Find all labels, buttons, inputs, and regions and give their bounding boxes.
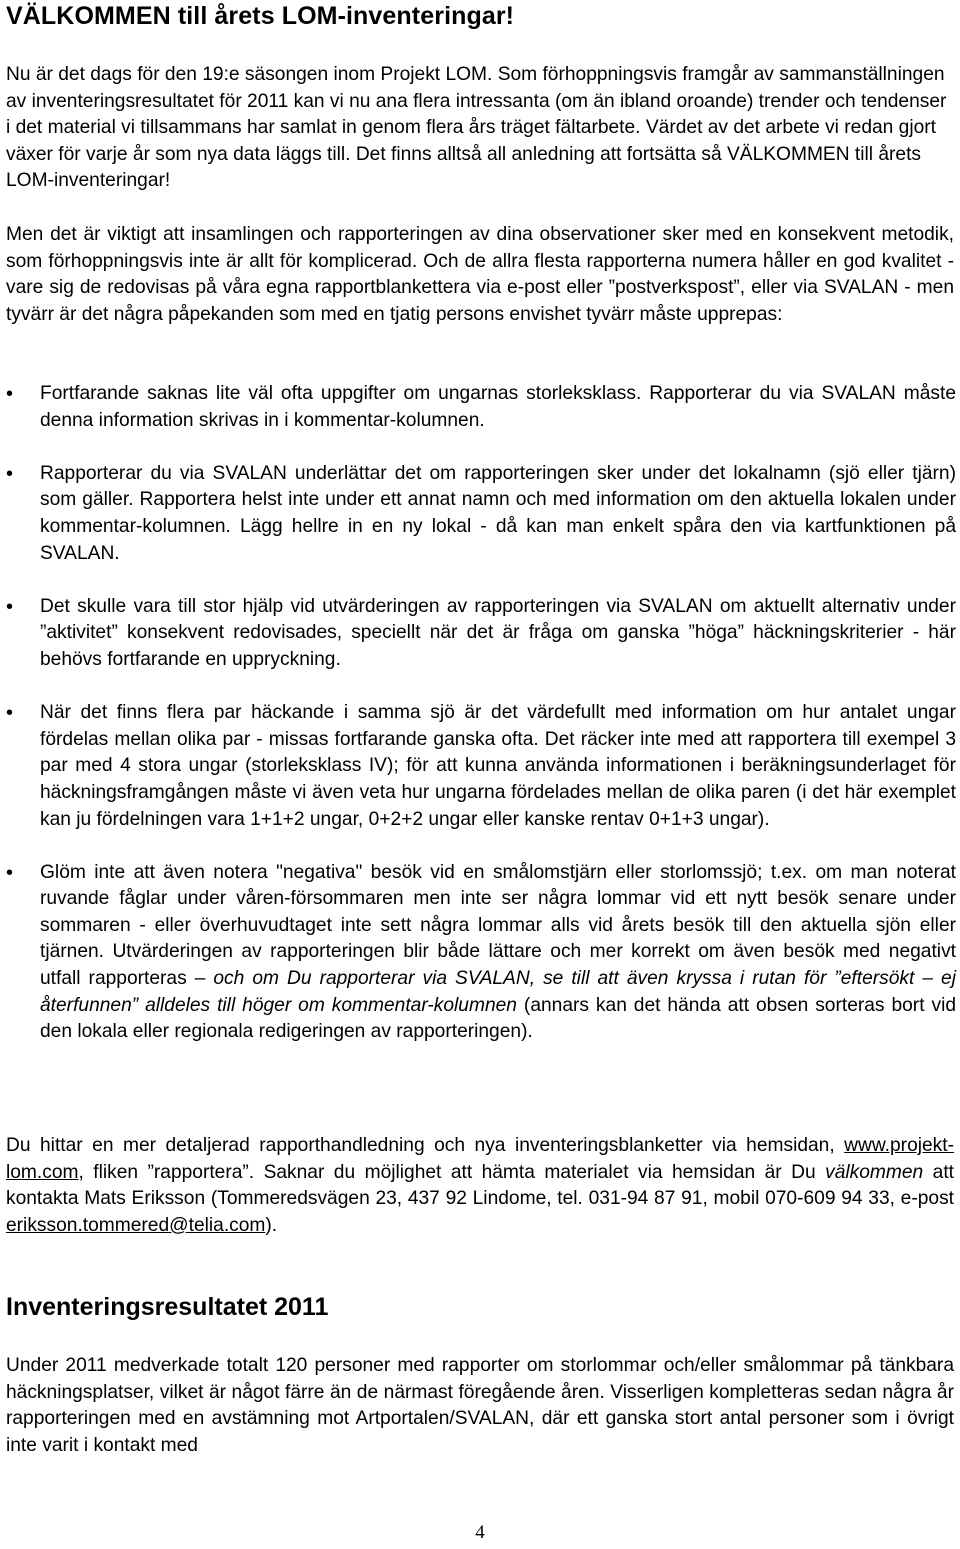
list-item-text-end: (annars kan det hända att obsen sorteras bort vid den lokala eller regionala redigeringen av rapporteringen). [40, 994, 957, 1043]
list-item-text: Glöm inte att även notera "negativa" besök vid en smålomstjärn eller storlomssjö; t.ex. om man noterat ruvande fåglar under våren-försommaren men inte ser några lommar vid ett nytt besök senare under sommaren - eller överhuvudtaget inte sett några lommar alls vid årets besök till den aktuella sjön eller tjärnen. Utvärderingen av rapporteringen blir både lättare och mer korrekt om även besök med negativt utfall rapporteras – [40, 861, 956, 990]
list-item [6, 381, 956, 434]
contact-text-2: , fliken ”rapportera”. Saknar du möjlighet att hämta materialet via hemsidan är Du [78, 1161, 826, 1183]
bullet-glyph: • [6, 861, 14, 884]
bullet-glyph: • [6, 383, 14, 405]
contact-welcome: välkommen [825, 1161, 924, 1183]
list-item-text: Fortfarande saknas lite väl ofta uppgifter om ungarnas storleksklass. Rapporterar du via SVALAN måste denna information skrivas in i kommentar-kolumnen. [40, 383, 956, 431]
contact-text-3: att kontakta Mats Eriksson (Tommeredsvägen 23, 437 92 Lindome, tel. 031-94 87 91, mobil 070-609 94 33, e-post [6, 1161, 954, 1210]
method-paragraph: Men det är viktigt att insamlingen och rapporteringen av dina observationer sker med en konsekvent metodik, som förhoppningsvis inte är allt för komplicerad. Och de allra flesta rapporterna numera håller en god kvalitet - vare sig de redovisas på våra egna rapportblankettera via e-post eller ”postverkspost”, eller via SVALAN - men tyvärr är det några påpekanden som med en tjatig persons envishet tyvärr måste upprepas: [6, 224, 954, 325]
intro-sentence-1: Nu är det dags för den 19:e säsongen inom Projekt LOM. Som förhoppningsvis framgår av sammanställningen av inventeringsresultatet för 2011 kan vi nu ana flera intressanta (om än ibland oroande) trender och tendenser i det material vi tillsammans har samlat in genom flera års träget fältarbete. [6, 64, 947, 139]
reminder-list [6, 381, 956, 1072]
intro-sentence-2: Värdet av det arbete vi redan gjort växer för varje år som nya data läggs till. [6, 117, 936, 165]
intro-sentence-3: Det finns alltså all anledning att fortsätta så VÄLKOMMEN till årets LOM-inventeringar! [6, 143, 922, 192]
contact-text-4: ). [265, 1214, 278, 1236]
email-link[interactable]: eriksson.tommered@telia.com [6, 1214, 266, 1236]
contact-text-1: Du hittar en mer detaljerad rapporthandledning och nya inventeringsblanketter via hemsidan, [6, 1135, 845, 1156]
intro-paragraph [6, 62, 954, 195]
contact-paragraph [6, 1133, 954, 1239]
results-paragraph: Under 2011 medverkade totalt 120 personer med rapporter om storlommar och/eller smålommar på tänkbara häckningsplatser, vilket är något färre än de närmast föregående åren. Visserligen kompletteras sedan några år rapporteringen med en avstämning mot Artportalen/SVALAN, där ett ganska stort antal personer som i övrigt inte varit i kontakt med [6, 1355, 954, 1456]
section-heading: Inventeringsresultatet 2011 [6, 1293, 329, 1321]
list-item [6, 700, 956, 833]
list-item [6, 860, 956, 1046]
bullet-glyph: • [6, 702, 14, 725]
bullet-glyph: • [6, 462, 14, 485]
list-item-text: Det skulle vara till stor hjälp vid utvärderingen av rapporteringen via SVALAN om aktuellt alternativ under ”aktivitet” konsekvent redovisades, speciellt när det är fråga om ganska ”höga” häckningskriterier - här behövs fortfarande en uppryckning. [40, 595, 956, 670]
website-link[interactable]: www.projekt-lom.com [6, 1135, 954, 1183]
page-number: 4 [475, 1522, 485, 1543]
page-title: VÄLKOMMEN till årets LOM-inventeringar! [6, 2, 515, 30]
bullet-glyph: • [6, 595, 14, 618]
list-item [6, 461, 956, 567]
list-item-text: Rapporterar du via SVALAN underlättar det om rapporteringen sker under det lokalnamn (sjö eller tjärn) som gäller. Rapportera helst inte under ett annat namn och med information om den aktuella lokalen under kommentar-kolumnen. Lägg hellre in en ny lokal - då kan man enkelt spåra den via kartfunktionen på SVALAN. [40, 462, 956, 564]
list-item-text: När det finns flera par häckande i samma sjö är det värdefullt med information om hur antalet ungar fördelas mellan olika par - missas fortfarande ganska ofta. Det räcker inte med att rapportera till exempel 3 par med 4 stora ungar (storleksklass IV); för att kunna använda informationen i beräkningsunderlaget för häckningsframgången måste vi även veta hur ungarna fördelades mellan de olika paren (i det här exemplet kan ju fördelningen vara 1+1+2 ungar, 0+2+2 ungar eller kanske rentav 0+1+3 ungar). [40, 702, 956, 830]
list-item [6, 594, 956, 674]
list-item-italic-text: och om Du rapporterar via SVALAN, se till att även kryssa i rutan för ”eftersökt – ej återfunnen” alldeles till höger om kommentar-kolumnen [40, 968, 956, 1016]
